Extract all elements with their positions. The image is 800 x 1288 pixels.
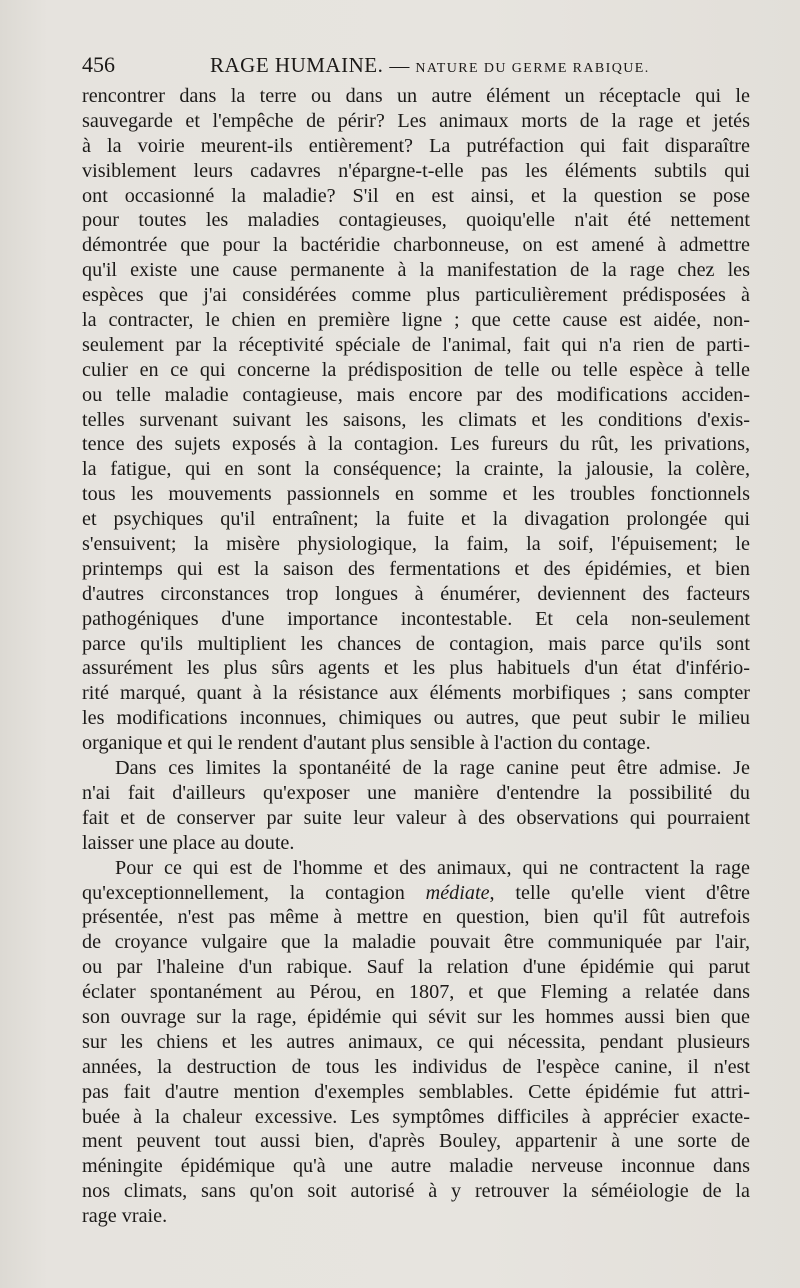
running-head <box>210 48 650 86</box>
text-line: fait et de conserver par suite leur valeur à des observations qui pourraient <box>82 806 750 829</box>
emphasis: médiate <box>425 881 490 904</box>
text-line: ou telle maladie contagieuse, mais encore par des modifications acciden- <box>82 383 750 406</box>
body-text <box>82 84 750 1229</box>
text-line: les modifications inconnues, chimiques ou autres, que peut subir le milieu <box>82 707 750 730</box>
text-line: sauvegarde et l'empêche de périr? Les animaux morts de la rage et jetés <box>82 109 750 132</box>
text-line: s'ensuivent; la misère physiologique, la faim, la soif, l'épuisement; le <box>82 533 750 556</box>
text-line: présentée, n'est pas même à mettre en question, bien qu'il fût autrefois <box>82 906 750 929</box>
text-line: ment peuvent tout aussi bien, d'après Bouley, appartenir à une sorte de <box>82 1130 750 1153</box>
text-line: rencontrer dans la terre ou dans un autre élément un réceptacle qui le <box>82 85 750 107</box>
text-line: organique et qui le rendent d'autant plus sensible à l'action du contage. <box>82 732 651 755</box>
text-line: de croyance vulgaire que la maladie pouvait être communiquée par l'air, <box>82 931 750 954</box>
text-line: pathogéniques d'une importance incontestable. Et cela non-seulement <box>82 607 750 630</box>
text-line: méningite épidémique qu'à une autre maladie nerveuse inconnue dans <box>82 1155 750 1178</box>
page-number: 456 <box>82 52 115 77</box>
text-line: rité marqué, quant à la résistance aux éléments morbifiques ; sans compter <box>82 682 750 705</box>
text-line: démontrée que pour la bactéridie charbonneuse, on est amené à admettre <box>82 234 750 257</box>
text-line: rage vraie. <box>82 1205 168 1228</box>
text-line: pas fait d'autre mention d'exemples semblables. Cette épidémie fut attri- <box>82 1080 750 1103</box>
text-line: qu'il existe une cause permanente à la manifestation de la rage chez les <box>82 259 750 282</box>
paragraph <box>82 856 750 1229</box>
text-line: pour toutes les maladies contagieuses, quoiqu'elle n'ait été nettement <box>82 209 750 232</box>
text-line: ou par l'haleine d'un rabique. Sauf la relation d'une épidémie qui parut <box>82 956 750 979</box>
text-line: printemps qui est la saison des fermentations et des épidémies, et bien <box>82 557 750 580</box>
text-line: éclater spontanément au Pérou, en 1807, et que Fleming a relatée dans <box>82 981 750 1004</box>
text-line: telles survenant suivant les saisons, les climats et les conditions d'exis- <box>82 408 750 431</box>
text-line: nos climats, sans qu'on soit autorisé à y retrouver la séméiologie de la <box>82 1180 750 1203</box>
text-line: Dans ces limites la spontanéité de la rage canine peut être admise. Je <box>115 757 750 780</box>
text-line: à la voirie meurent-ils entièrement? La putréfaction qui fait disparaître <box>82 134 750 157</box>
text-line: assurément les plus sûrs agents et les plus habituels d'un état d'infério- <box>82 657 750 680</box>
text-line: ont occasionné la maladie? S'il en est ainsi, et la question se pose <box>82 184 750 207</box>
text-line: parce qu'ils multiplient les chances de contagion, mais parce qu'ils sont <box>82 632 750 655</box>
text-line: seulement par la réceptivité spéciale de l'animal, fait qui n'a rien de parti- <box>82 333 750 356</box>
text-line: et psychiques qu'il entraînent; la fuite et la divagation prolongée qui <box>82 508 750 531</box>
text-line: culier en ce qui concerne la prédisposition de telle ou telle espèce à telle <box>82 358 750 381</box>
page-header <box>82 48 750 82</box>
text-line: années, la destruction de tous les individus de l'espèce canine, il n'est <box>82 1055 750 1078</box>
paragraph <box>82 756 750 856</box>
text-line: laisser une place au doute. <box>82 831 295 854</box>
text-line: visiblement leurs cadavres n'épargne-t-elle pas les éléments subtils qui <box>82 159 750 182</box>
running-head-subtitle: NATURE DU GERME RABIQUE. <box>415 61 650 76</box>
text-line: buée à la chaleur excessive. Les symptômes difficiles à apprécier exacte- <box>82 1105 750 1128</box>
text-line: sur les chiens et les autres animaux, ce qui nécessita, pendant plusieurs <box>82 1030 750 1053</box>
text-line: tous les mouvements passionnels en somme et les troubles fonctionnels <box>82 483 750 506</box>
running-head-dash: — <box>389 55 410 77</box>
text-line: n'ai fait d'ailleurs qu'exposer une manière d'entendre la possibilité du <box>82 781 750 804</box>
text-line: son ouvrage sur la rage, épidémie qui sévit sur les hommes aussi bien que <box>82 1005 750 1028</box>
text-line: la contracter, le chien en première ligne ; que cette cause est aidée, non- <box>82 309 750 332</box>
text-line: tence des sujets exposés à la contagion. Les fureurs du rût, les privations, <box>82 433 750 456</box>
text-line: d'autres circonstances trop longues à énumérer, deviennent des facteurs <box>82 582 750 605</box>
text-line: espèces que j'ai considérées comme plus particulièrement prédisposées à <box>82 284 750 307</box>
text-line: qu'exceptionnellement, la contagion médiate, telle qu'elle vient d'être <box>82 881 750 904</box>
running-head-title: RAGE HUMAINE. <box>210 53 384 77</box>
text-line: Pour ce qui est de l'homme et des animaux, qui ne contractent la rage <box>115 856 750 879</box>
paragraph <box>82 84 750 756</box>
text-line: la fatigue, qui en sont la conséquence; la crainte, la jalousie, la colère, <box>82 458 750 481</box>
